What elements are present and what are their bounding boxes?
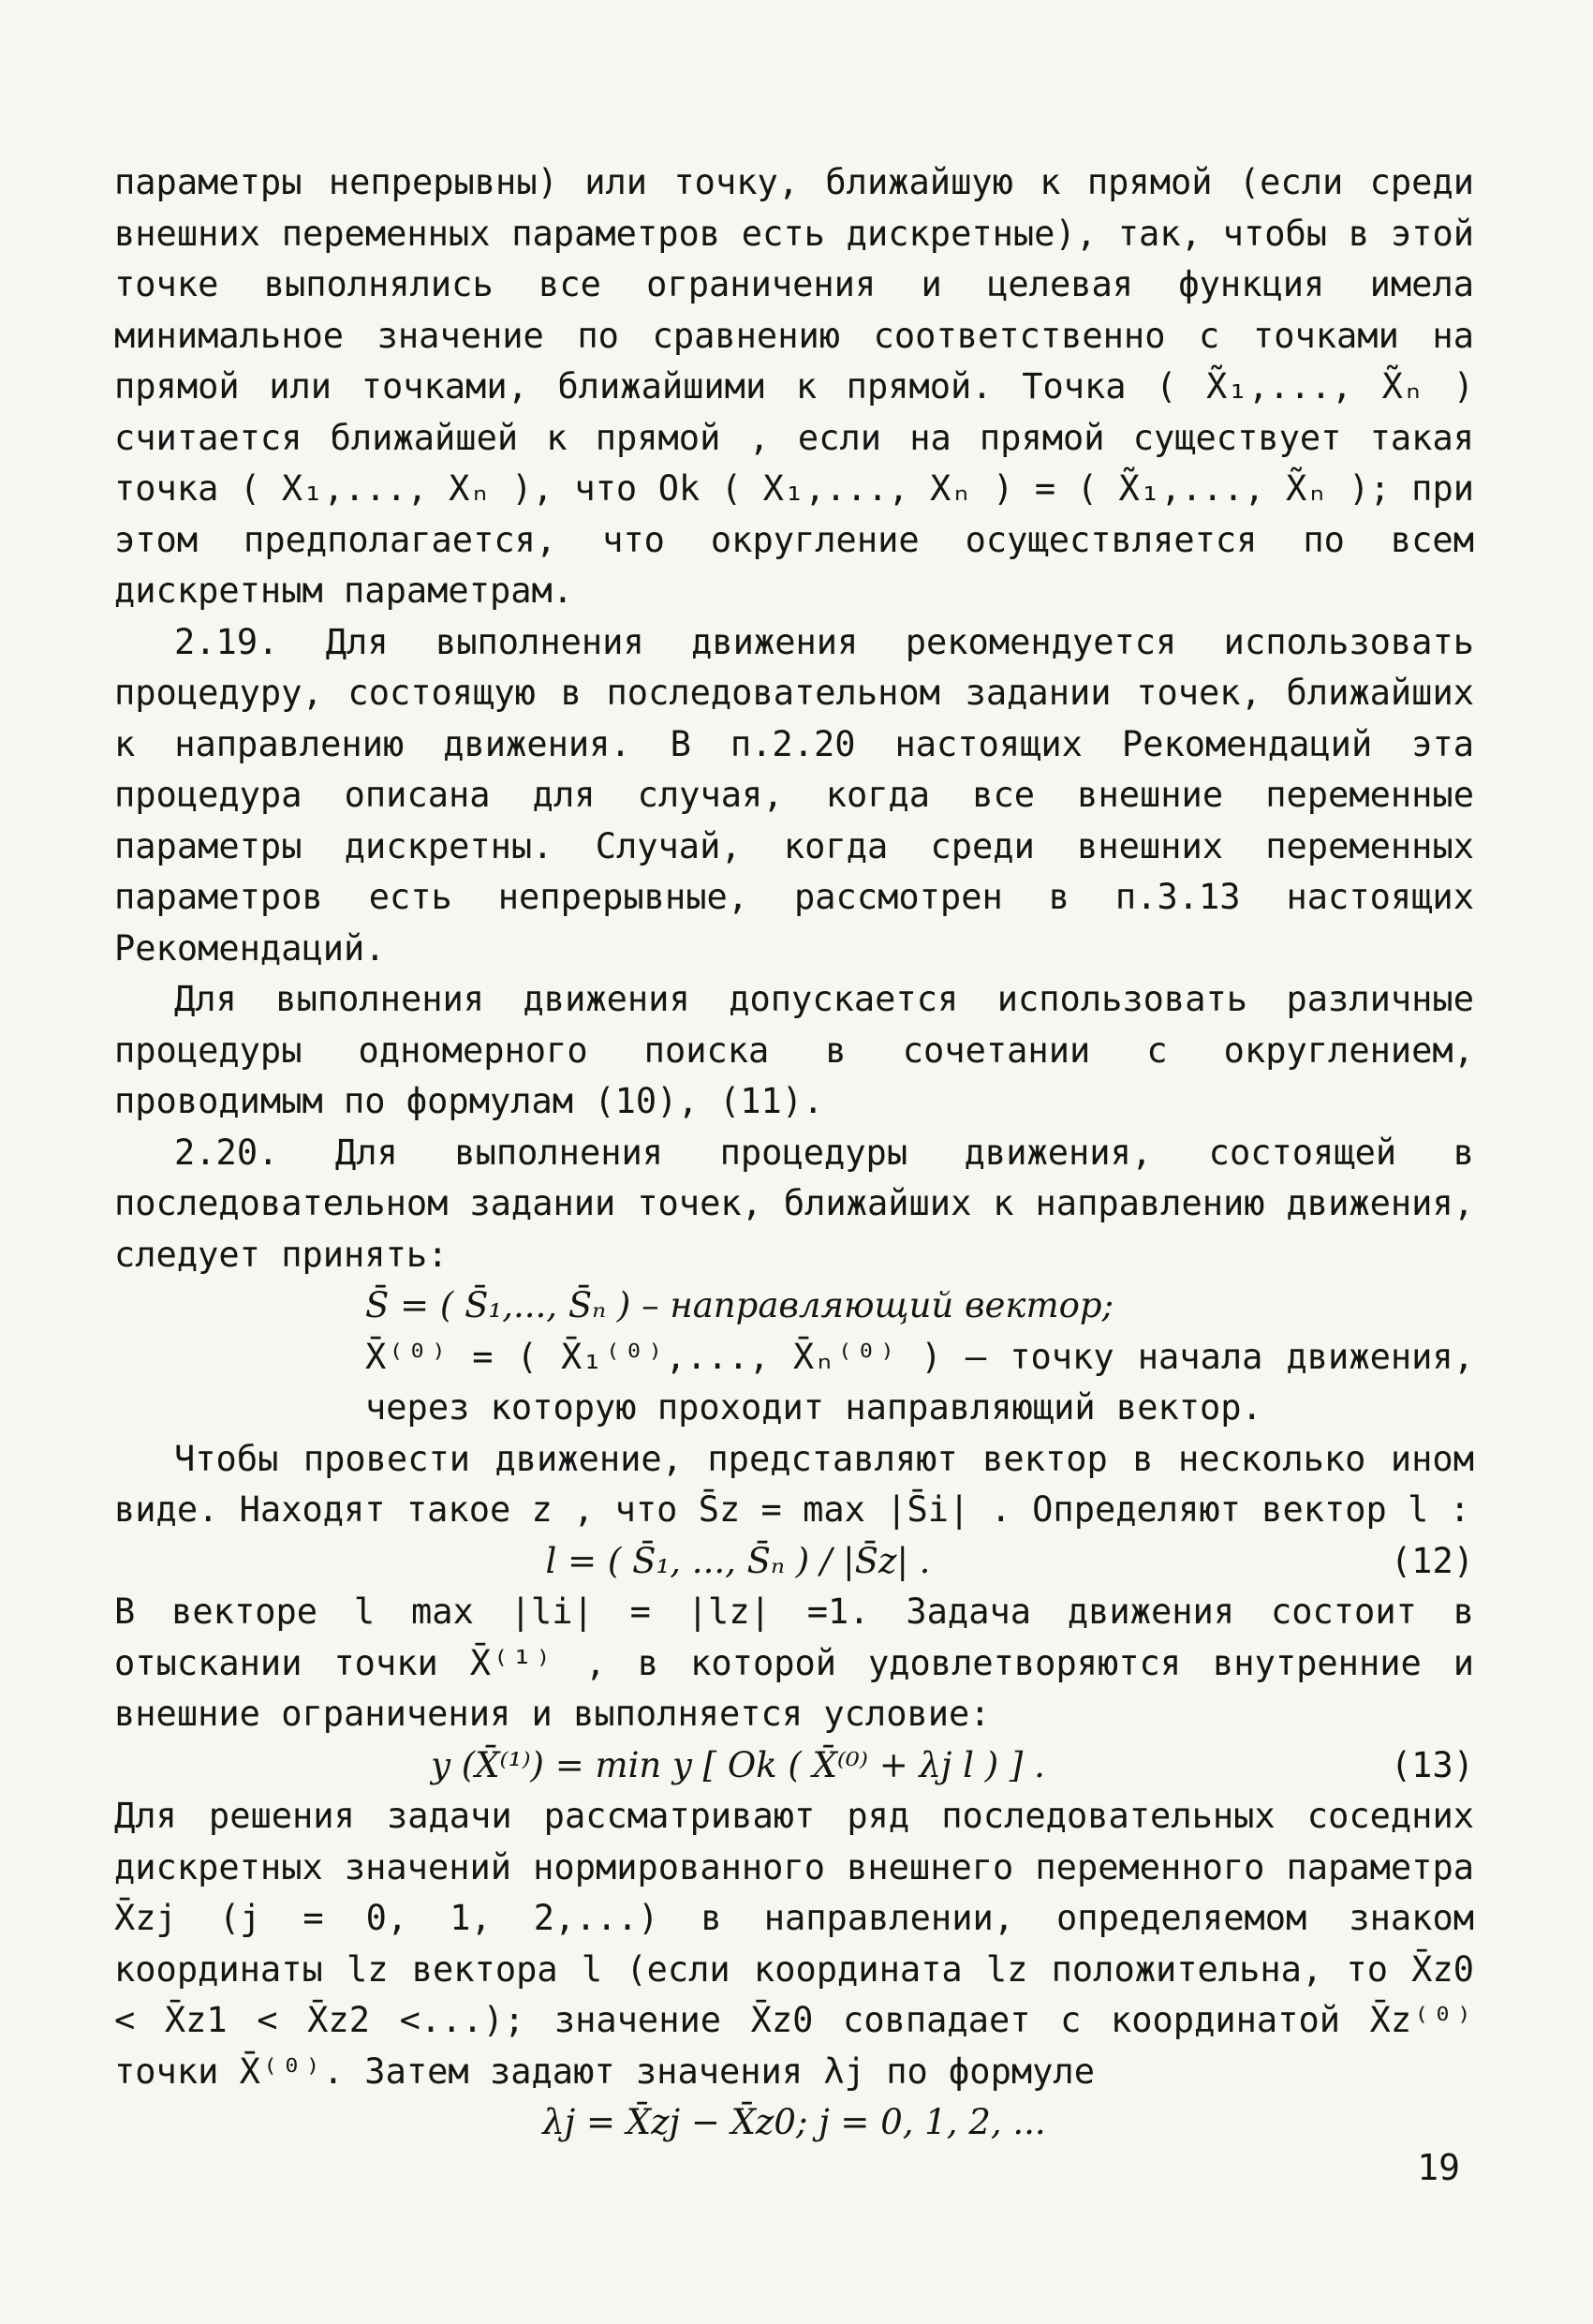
equation-13 <box>114 1740 1474 1792</box>
paragraph-2-20: 2.20. Для выполнения процедуры движения, состоящей в последовательном задании точек, ближайших к направлению движения, следует принять: <box>114 1132 1474 1275</box>
start-point-definition: X̄⁽⁰⁾ = ( X̄₁⁽⁰⁾,..., X̄ₙ⁽⁰⁾ ) – точку начала движения, через которую проходит направляющий вектор. <box>365 1336 1474 1428</box>
equation-12 <box>114 1536 1474 1588</box>
paragraph-one-dimensional-search: Для выполнения движения допускается использовать различные процедуры одномерного поиска в сочетании с округлением, проводимым по формулам (10), (11). <box>114 979 1474 1121</box>
equation-12-body: l = ( S̄₁, ..., S̄ₙ ) / |S̄z| . <box>545 1540 931 1581</box>
paragraph-motion-task: В векторе l max |li| = |lz| =1. Задача движения состоит в отыскании точки X̄⁽¹⁾ , в которой удовлетворяются внутренние и внешние ограничения и выполняется условие: <box>114 1591 1474 1734</box>
equation-12-number: (12) <box>1390 1540 1474 1581</box>
direction-vector-definition: S̄ = ( S̄₁,..., S̄ₙ ) – направляющий вектор; <box>365 1285 1114 1325</box>
equation-13-number: (13) <box>1390 1744 1474 1785</box>
page-number: 19 <box>1417 2147 1460 2188</box>
lambda-formula: λj = X̄zj − X̄z0; j = 0, 1, 2, ... <box>542 2102 1046 2142</box>
paragraph-discrete-values: Для решения задачи рассматривают ряд последовательных соседних дискретных значений нормированного внешнего переменного параметра X̄zj (j = 0, 1, 2,...) в направлении, определяемом знаком координаты lz вектора l (если координата lz положительна, то X̄z0 < X̄z1 < X̄z2 <...); значение X̄z0 совпадает с координатой X̄z⁽⁰⁾ точки X̄⁽⁰⁾. Затем задают значения λj по формуле <box>114 1796 1474 2092</box>
paragraph-continuation: параметры непрерывны) или точку, ближайшую к прямой (если среди внешних переменных параметров есть дискретные), так, чтобы в этой точке выполнялись все ограничения и целевая функция имела минимальное значение по сравнению соответственно с точками на прямой или точками, ближайшими к прямой. Точка ( X̃₁,..., X̃ₙ ) считается ближайшей к прямой , если на прямой существует такая точка ( X₁,..., Xₙ ), что Ok ( X₁,..., Xₙ ) = ( X̃₁,..., X̃ₙ ); при этом предполагается, что округление осуществляется по всем дискретным параметрам. <box>114 162 1474 611</box>
body-text <box>114 157 1474 2149</box>
paragraph-vector-form: Чтобы провести движение, представляют вектор в несколько ином виде. Находят такое z , что S̄z = max |S̄i| . Определяют вектор l : <box>114 1438 1474 1530</box>
paragraph-2-19: 2.19. Для выполнения движения рекомендуется использовать процедуру, состоящую в последовательном задании точек, ближайших к направлению движения. В п.2.20 настоящих Рекомендаций эта процедура описана для случая, когда все внешние переменные параметры дискретны. Случай, когда среди внешних переменных параметров есть непрерывные, рассмотрен в п.3.13 настоящих Рекомендаций. <box>114 621 1474 969</box>
equation-13-body: y (X̄⁽¹⁾) = min y [ Ok ( X̄⁽⁰⁾ + λj l ) ] . <box>431 1744 1045 1785</box>
